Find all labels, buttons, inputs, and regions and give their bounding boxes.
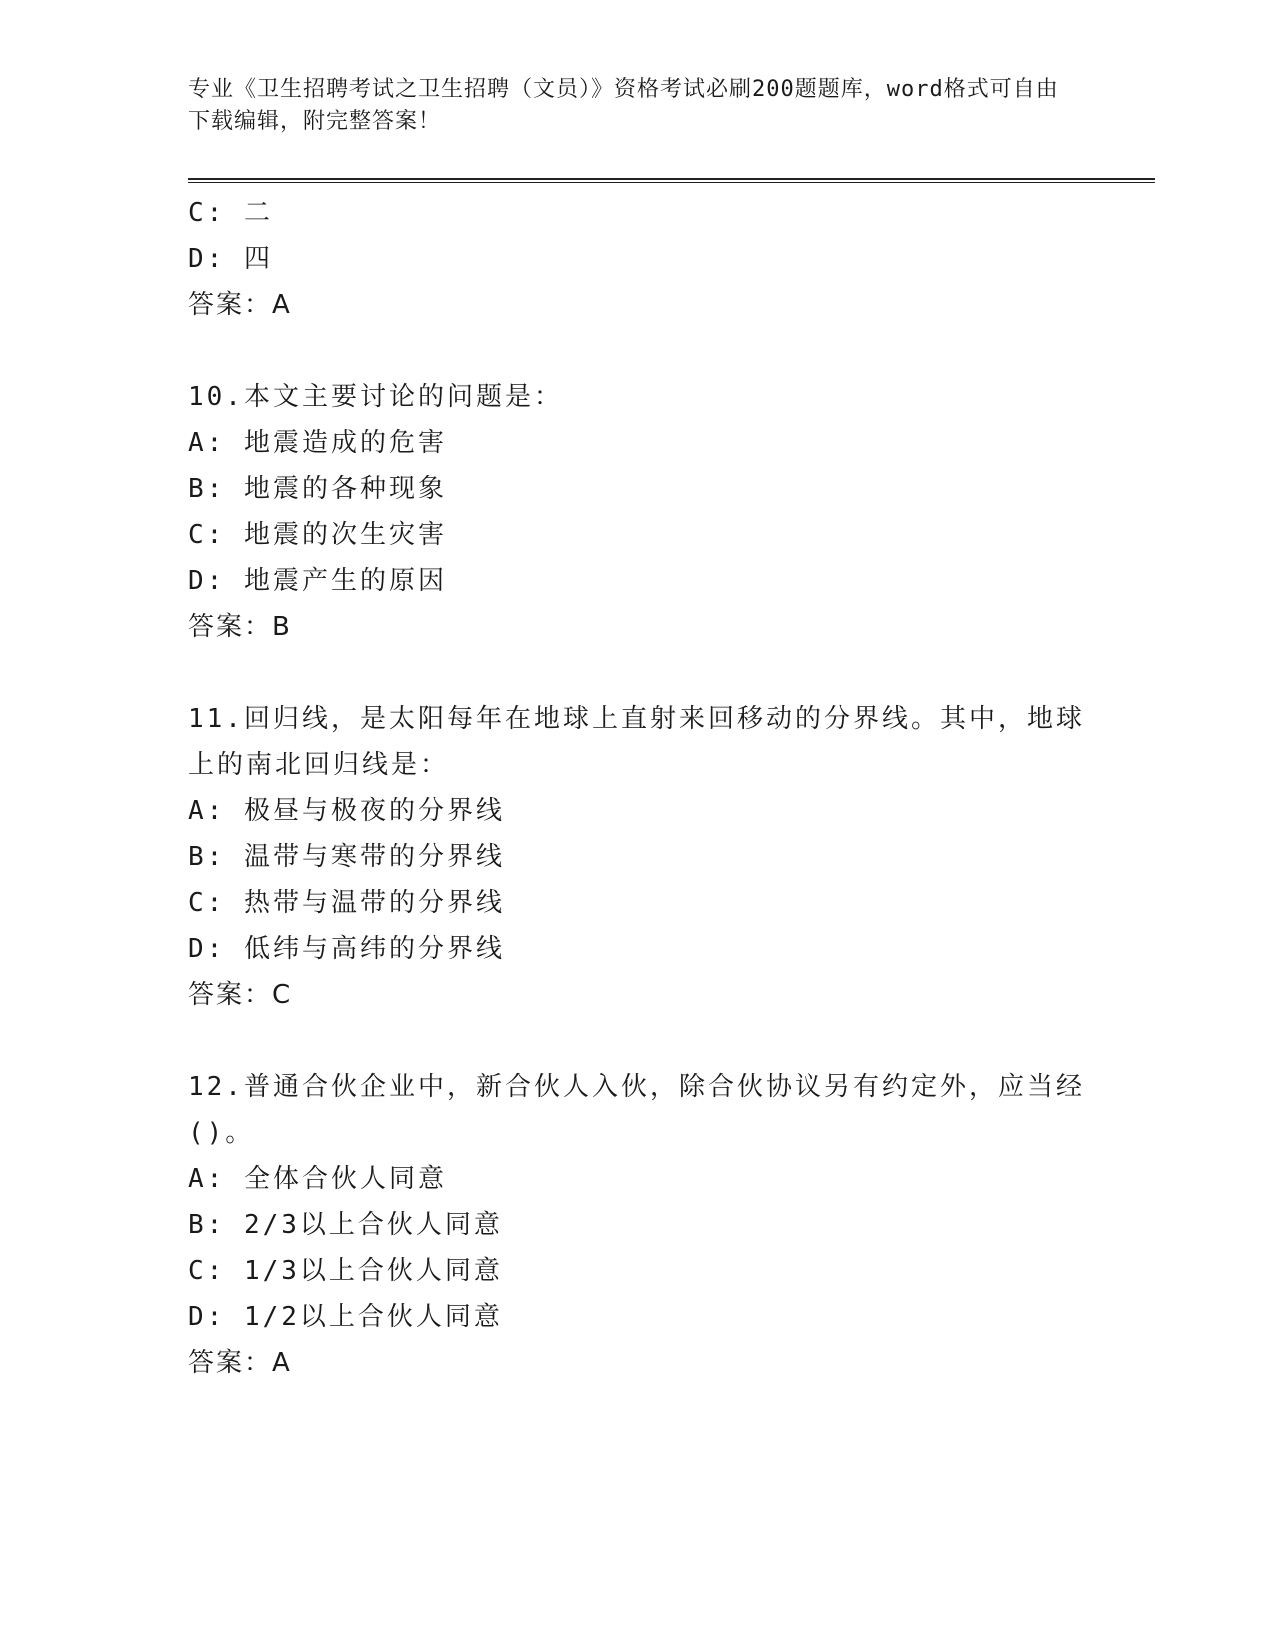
question-stem: 10.本文主要讨论的问题是：: [188, 382, 563, 412]
option-d: [188, 926, 1088, 972]
option-text: 温带与寒带的分界线: [243, 842, 505, 872]
option-label: C:: [188, 1256, 226, 1286]
option-c: [188, 190, 1088, 236]
option-text: 全体合伙人同意: [243, 1164, 447, 1194]
question-stem-line-2: 上的南北回归线是：: [188, 750, 450, 780]
question-9-continued: [188, 190, 1088, 328]
option-a: [188, 420, 1088, 466]
option-text: 热带与温带的分界线: [243, 888, 505, 918]
option-c: [188, 512, 1088, 558]
option-label: A:: [188, 428, 226, 458]
question-10: [188, 374, 1088, 650]
option-b: [188, 834, 1088, 880]
option-text: 地震的各种现象: [243, 474, 447, 504]
option-label: D:: [188, 566, 226, 596]
option-c: [188, 1248, 1088, 1294]
question-12: [188, 1064, 1088, 1386]
answer: 答案：A: [188, 1348, 292, 1378]
option-d: [188, 236, 1088, 282]
option-d: [188, 558, 1088, 604]
option-text: 地震造成的危害: [243, 428, 447, 458]
answer: 答案：B: [188, 612, 292, 642]
option-text: 四: [243, 244, 273, 274]
option-b: [188, 1202, 1088, 1248]
answer: 答案：C: [188, 980, 293, 1010]
option-text: 地震产生的原因: [243, 566, 447, 596]
page-header: 专业《卫生招聘考试之卫生招聘（文员）》资格考试必刷200题题库，word格式可自由下载编辑，附完整答案！: [188, 77, 1059, 134]
option-b: [188, 466, 1088, 512]
question-11: [188, 696, 1088, 1018]
question-stem-line-1: 11.回归线，是太阳每年在地球上直射来回移动的分界线。其中，地球: [188, 704, 1085, 734]
option-label: B:: [188, 1210, 226, 1240]
spacer: [188, 650, 1088, 696]
question-stem-line-1: 12.普通合伙企业中，新合伙人入伙，除合伙协议另有约定外，应当经: [188, 1072, 1085, 1102]
option-label: C:: [188, 198, 226, 228]
option-a: [188, 788, 1088, 834]
option-text: 1/3以上合伙人同意: [243, 1256, 503, 1286]
option-label: C:: [188, 520, 226, 550]
option-label: B:: [188, 842, 226, 872]
option-text: 极昼与极夜的分界线: [243, 796, 505, 826]
option-text: 地震的次生灾害: [243, 520, 447, 550]
option-label: A:: [188, 796, 226, 826]
document-body: [188, 190, 1088, 1386]
option-text: 低纬与高纬的分界线: [243, 934, 505, 964]
option-text: 二: [243, 198, 273, 228]
option-text: 2/3以上合伙人同意: [243, 1210, 503, 1240]
option-c: [188, 880, 1088, 926]
question-stem-line-2: ()。: [188, 1118, 255, 1148]
option-a: [188, 1156, 1088, 1202]
option-label: D:: [188, 244, 226, 274]
answer: 答案：A: [188, 290, 292, 320]
option-text: 1/2以上合伙人同意: [243, 1302, 503, 1332]
spacer: [188, 328, 1088, 374]
option-d: [188, 1294, 1088, 1340]
option-label: D:: [188, 934, 226, 964]
option-label: B:: [188, 474, 226, 504]
option-label: D:: [188, 1302, 226, 1332]
spacer: [188, 1018, 1088, 1064]
option-label: C:: [188, 888, 226, 918]
header-divider: [188, 178, 1155, 183]
option-label: A:: [188, 1164, 226, 1194]
